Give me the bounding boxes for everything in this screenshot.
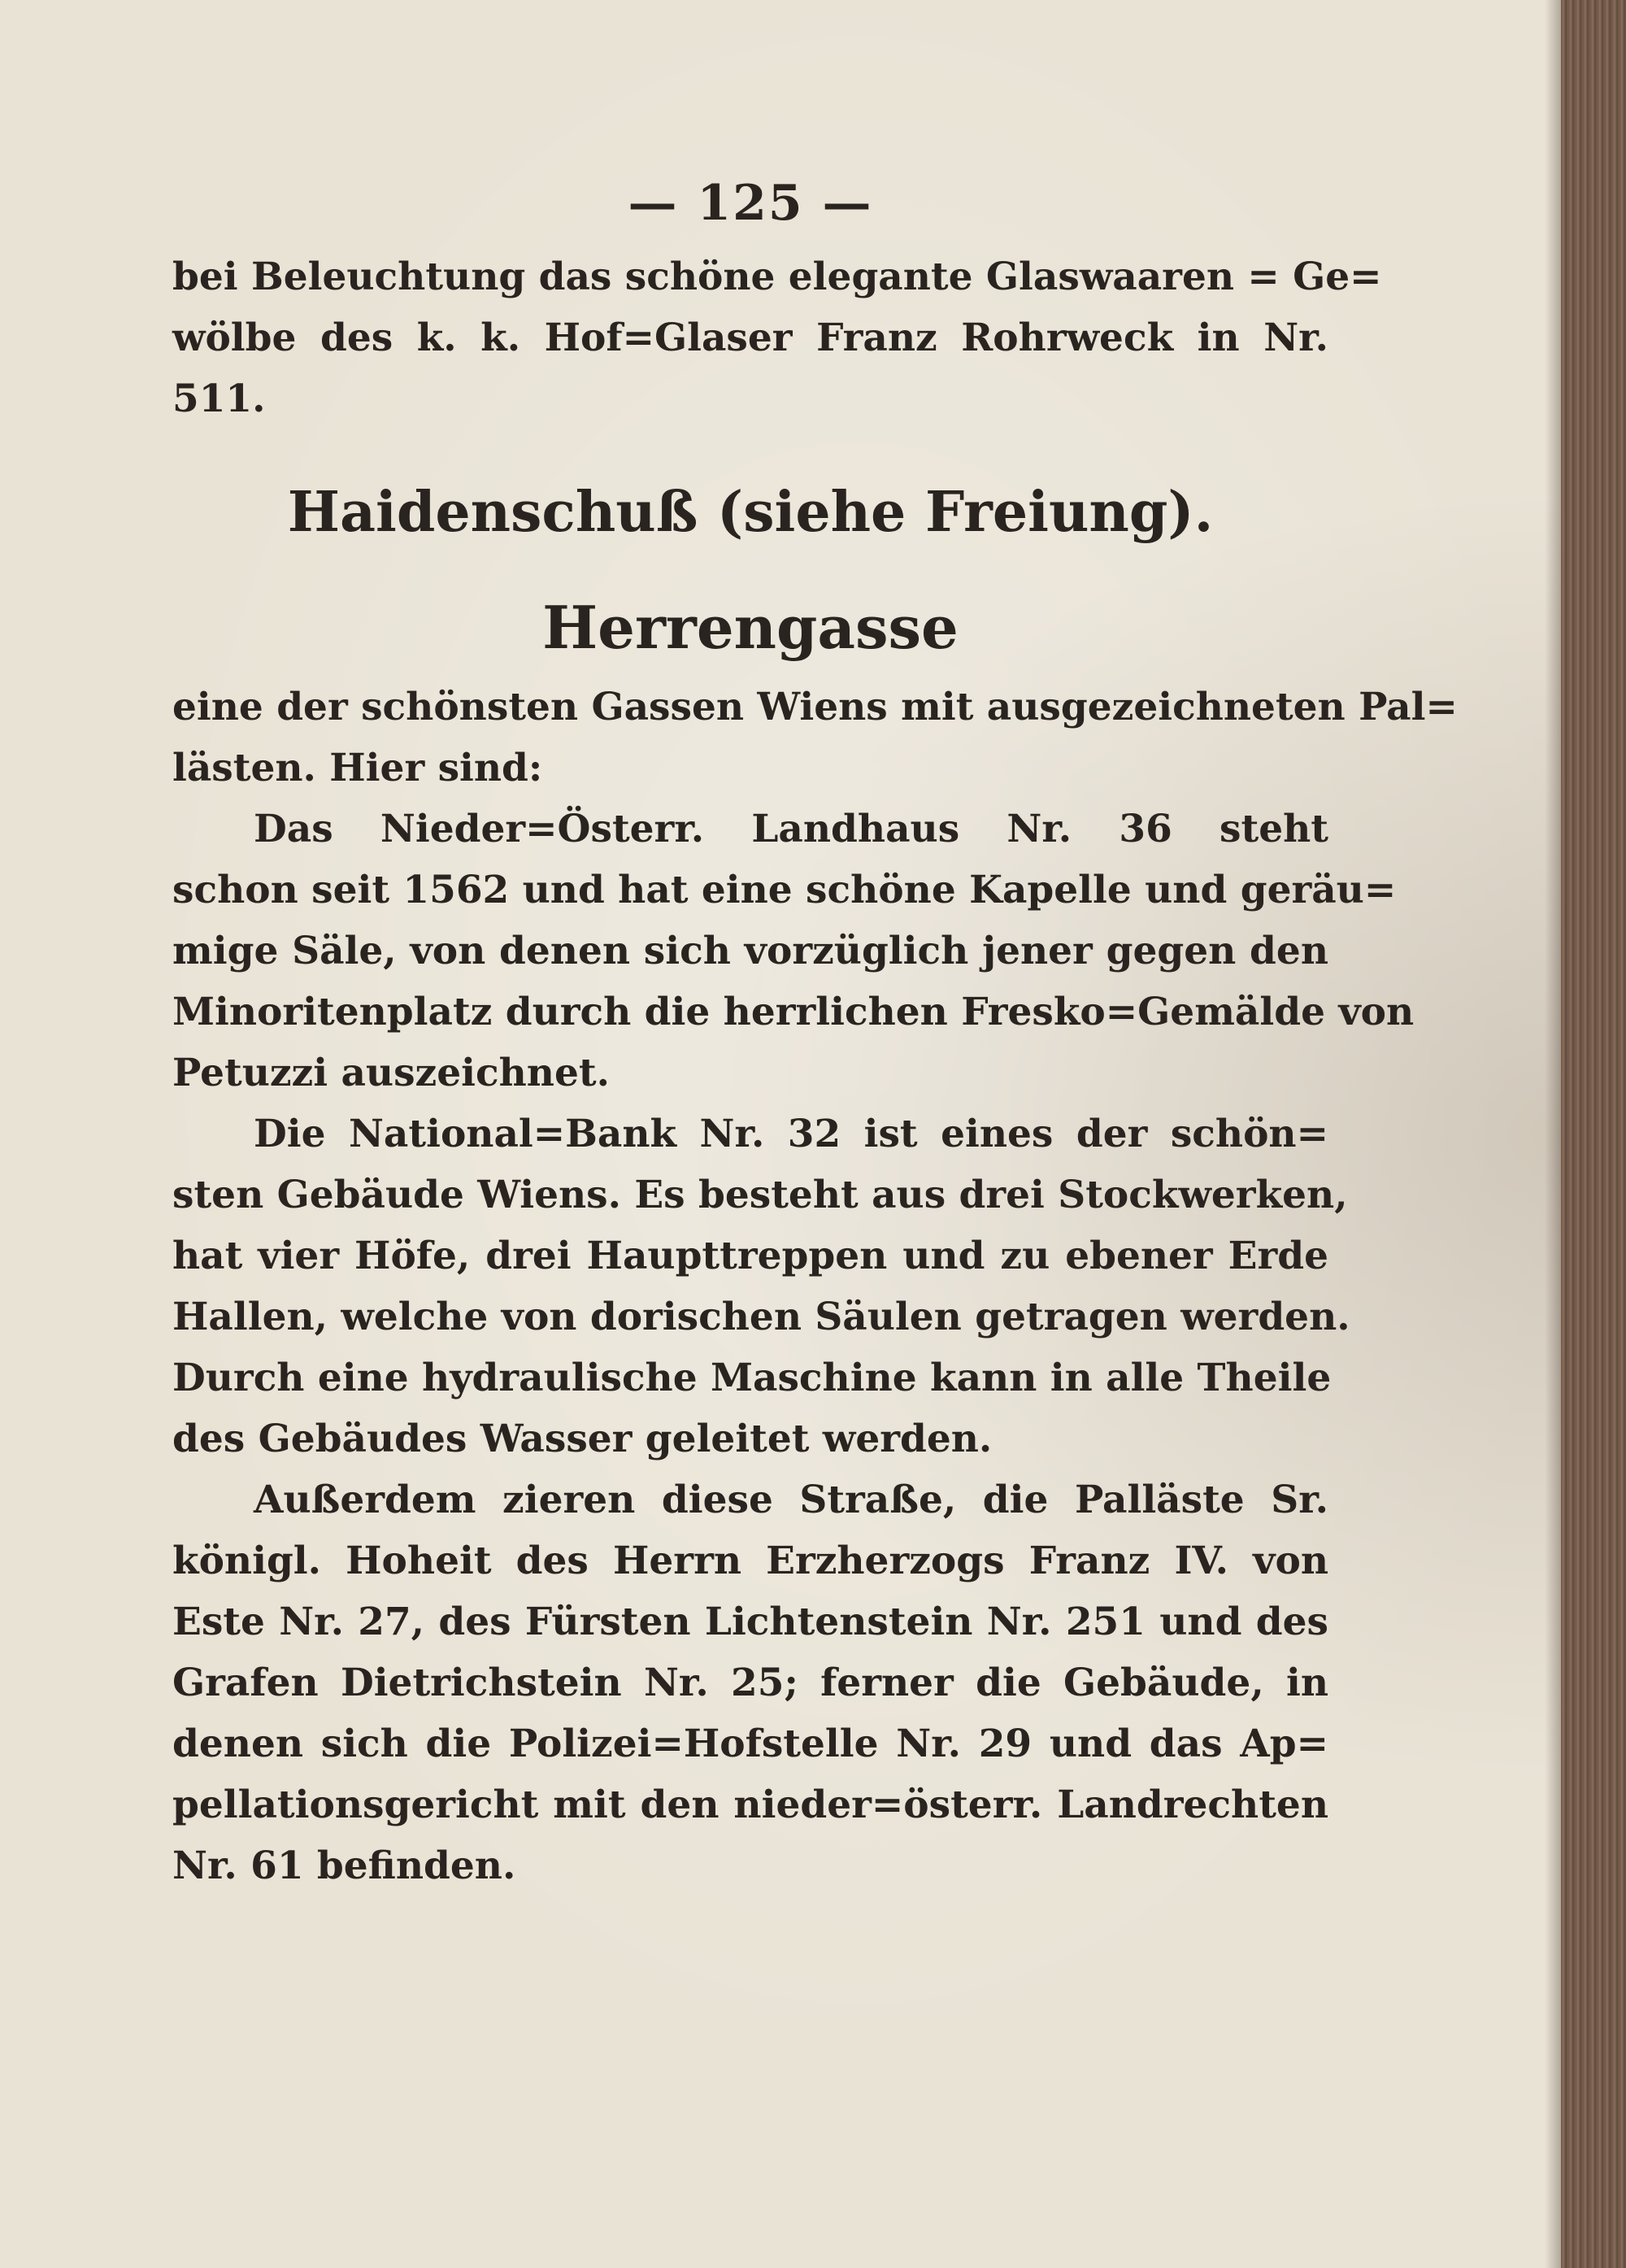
page-number: — 125 — [628, 175, 873, 232]
text-line: eine der schönsten Gassen Wiens mit ausgezeichneten Pal= [172, 685, 1458, 729]
paragraph [172, 799, 1415, 1104]
text-line: Este Nr. 27, des Fürsten Lichtenstein Nr. 251 und des [172, 1600, 1328, 1644]
book-page-edges [1561, 0, 1626, 2268]
text-line: königl. Hoheit des Herrn Erzherzogs Franz IV. von [172, 1539, 1328, 1583]
text-line: 511. [172, 377, 266, 421]
section-heading: Haidenschuß (siehe Freiung). [287, 480, 1214, 545]
text-line: Das Nieder=Österr. Landhaus Nr. 36 steht [254, 807, 1328, 851]
text-line: bei Beleuchtung das schöne elegante Glaswaaren = Ge= [172, 255, 1382, 299]
page-text [172, 175, 1458, 1896]
paragraph [172, 677, 1458, 799]
text-line: Grafen Dietrichstein Nr. 25; ferner die Gebäude, in [172, 1661, 1328, 1705]
text-line: Nr. 61 befinden. [172, 1844, 516, 1888]
text-line: denen sich die Polizei=Hofstelle Nr. 29 und das Ap= [172, 1722, 1328, 1766]
page-gutter-shadow [1545, 0, 1563, 2268]
text-line: lästen. Hier sind: [172, 746, 543, 790]
text-line: Petuzzi auszeichnet. [172, 1051, 610, 1095]
text-line: Hallen, welche von dorischen Säulen getragen werden. [172, 1295, 1350, 1339]
text-line: Außerdem zieren diese Straße, die Palläste Sr. [254, 1478, 1328, 1522]
text-line: schon seit 1562 und hat eine schöne Kapelle und geräu= [172, 868, 1397, 912]
text-line: Minoritenplatz durch die herrlichen Fresko=Gemälde von [172, 990, 1415, 1034]
paragraph [172, 1469, 1328, 1896]
section-heading: Herrengasse [542, 593, 959, 662]
text-line: wölbe des k. k. Hof=Glaser Franz Rohrweck in Nr. [172, 316, 1328, 360]
text-line: sten Gebäude Wiens. Es besteht aus drei Stockwerken, [172, 1173, 1348, 1217]
text-line: Durch eine hydraulische Maschine kann in alle Theile [172, 1356, 1332, 1400]
text-line: mige Säle, von denen sich vorzüglich jener gegen den [172, 929, 1328, 973]
text-line: Die National=Bank Nr. 32 ist eines der schön= [254, 1112, 1328, 1156]
text-line: pellationsgericht mit den nieder=österr. Landrechten [172, 1783, 1328, 1827]
paragraph [172, 1104, 1350, 1469]
text-line: des Gebäudes Wasser geleitet werden. [172, 1417, 993, 1461]
text-line: hat vier Höfe, drei Haupttreppen und zu ebener Erde [172, 1234, 1328, 1278]
